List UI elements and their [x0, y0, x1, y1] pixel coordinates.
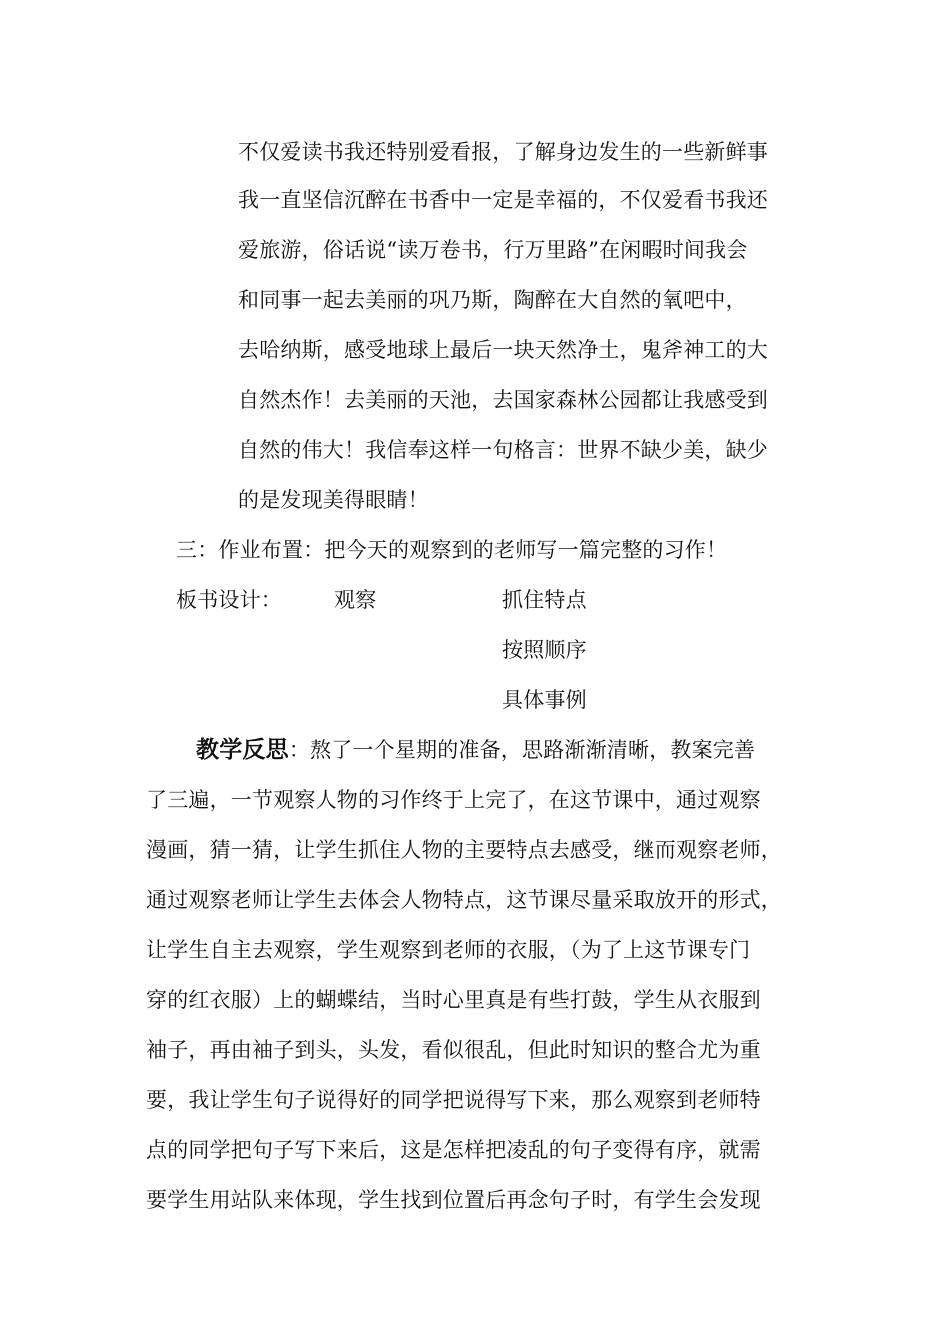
- paragraph-line: 自然杰作！去美丽的天池，去国家森林公园都让我感受到: [238, 388, 768, 412]
- reflection-line: 让学生自主去观察，学生观察到老师的衣服，（为了上这节课专门: [146, 938, 751, 962]
- paragraph-line: 去哈纳斯，感受地球上最后一块天然净土，鬼斧神工的大: [238, 338, 768, 362]
- board-design-point: 按照顺序: [502, 638, 587, 662]
- paragraph-line: 爱旅游，俗话说“读万卷书，行万里路”在闲暇时间我会: [238, 238, 748, 262]
- reflection-first-line-text: ：熬了一个星期的准备，思路渐渐清晰，教案完善: [288, 738, 756, 762]
- paragraph-line: 自然的伟大！我信奉这样一句格言：世界不缺少美，缺少: [238, 438, 768, 462]
- reflection-line: 了三遍，一节观察人物的习作终于上完了，在这节课中，通过观察: [146, 788, 761, 812]
- paragraph-line: 我一直坚信沉醉在书香中一定是幸福的，不仅爱看书我还: [238, 188, 768, 212]
- reflection-line: 点的同学把句子写下来后，这是怎样把凌乱的句子变得有序，就需: [146, 1138, 761, 1162]
- reflection-line: 袖子，再由袖子到头，头发，看似很乱，但此时知识的整合尤为重: [146, 1038, 761, 1062]
- reflection-line: 穿的红衣服）上的蝴蝶结，当时心里真是有些打鼓，学生从衣服到: [146, 988, 761, 1012]
- paragraph-line: 不仅爱读书我还特别爱看报，了解身边发生的一些新鲜事: [238, 140, 768, 164]
- reflection-line: 要学生用站队来体现，学生找到位置后再念句子时，有学生会发现: [146, 1188, 761, 1212]
- board-design-point: 具体事例: [502, 688, 587, 712]
- reflection-heading: 教学反思: [196, 737, 289, 763]
- reflection-first-line: [196, 736, 755, 764]
- reflection-line: 要，我让学生句子说得好的同学把说得写下来，那么观察到老师特: [146, 1088, 761, 1112]
- reflection-line: 通过观察老师让学生去体会人物特点，这节课尽量采取放开的形式，: [146, 888, 782, 912]
- paragraph-line: 的是发现美得眼睛！: [238, 488, 429, 512]
- board-design-topic: 观察: [334, 588, 377, 612]
- reflection-line: 漫画，猜一猜，让学生抓住人物的主要特点去感受，继而观察老师，: [146, 838, 782, 862]
- board-design-label: 板书设计：: [176, 588, 282, 612]
- paragraph-line: 和同事一起去美丽的巩乃斯，陶醉在大自然的氧吧中，: [238, 288, 747, 312]
- board-design-point: 抓住特点: [502, 588, 587, 612]
- homework-assignment: 三：作业布置：把今天的观察到的老师写一篇完整的习作！: [176, 538, 728, 562]
